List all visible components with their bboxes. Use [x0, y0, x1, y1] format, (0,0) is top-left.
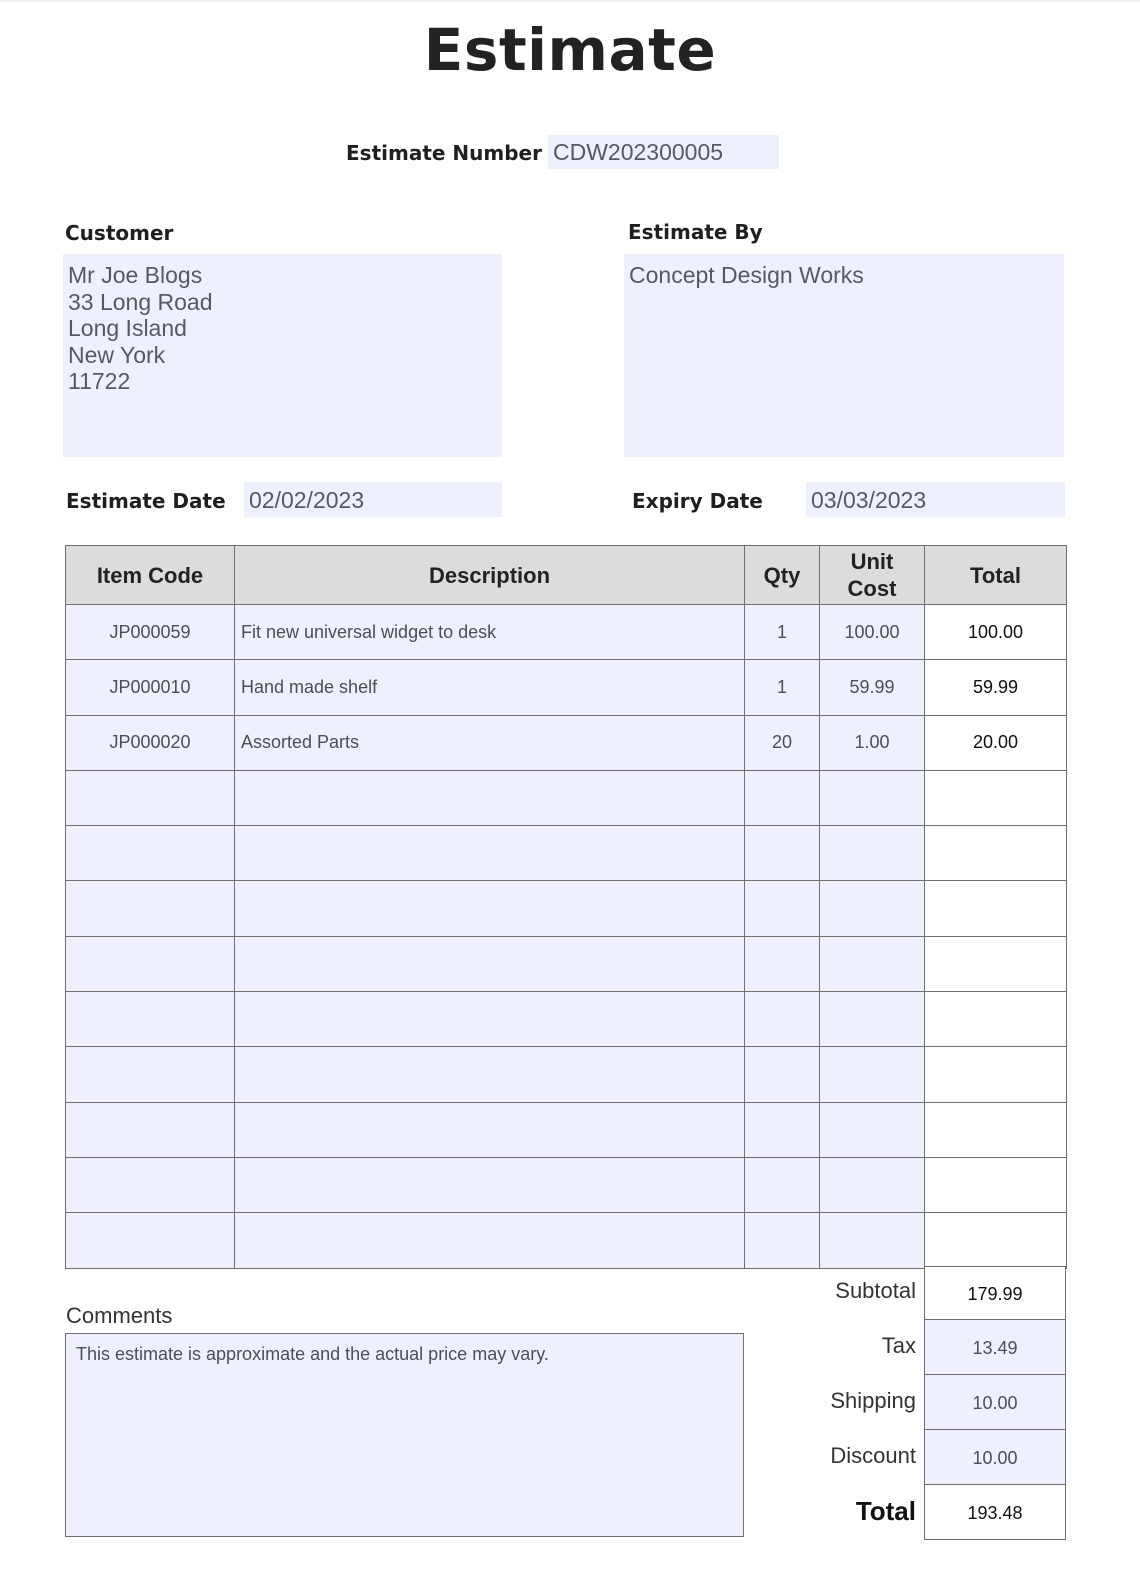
- page-top-rule: [0, 0, 1140, 2]
- item-description-cell[interactable]: [235, 770, 745, 825]
- table-row: [66, 936, 1067, 991]
- discount-field[interactable]: 10.00: [924, 1429, 1066, 1485]
- table-row: [66, 881, 1067, 936]
- item-total-cell: [925, 992, 1067, 1047]
- item-qty-cell[interactable]: [745, 1047, 820, 1102]
- item-total-cell: [925, 1213, 1067, 1268]
- item-unit-cost-cell[interactable]: [820, 936, 925, 991]
- item-code-cell[interactable]: [66, 1102, 235, 1157]
- table-row: [66, 715, 1067, 770]
- estimate-by-field[interactable]: Concept Design Works: [624, 254, 1064, 457]
- table-row: [66, 660, 1067, 715]
- table-row: [66, 1157, 1067, 1212]
- item-description-cell[interactable]: [235, 826, 745, 881]
- item-unit-cost-cell[interactable]: [820, 1047, 925, 1102]
- table-row: [66, 826, 1067, 881]
- document-title: Estimate: [423, 16, 717, 84]
- item-code-cell[interactable]: [66, 936, 235, 991]
- item-description-cell[interactable]: [235, 1213, 745, 1268]
- item-description-cell[interactable]: [235, 1157, 745, 1212]
- tax-label: Tax: [881, 1333, 916, 1358]
- item-qty-cell[interactable]: [745, 1102, 820, 1157]
- item-unit-cost-cell[interactable]: 1.00: [820, 715, 925, 770]
- header-total: Total: [925, 546, 1067, 605]
- item-code-cell[interactable]: JP000020: [66, 715, 235, 770]
- item-total-cell: [925, 1047, 1067, 1102]
- item-code-cell[interactable]: [66, 1213, 235, 1268]
- estimate-date-field[interactable]: 02/02/2023: [244, 482, 502, 517]
- expiry-date-label: Expiry Date: [632, 489, 763, 513]
- item-code-cell[interactable]: [66, 826, 235, 881]
- item-code-cell[interactable]: [66, 992, 235, 1047]
- estimate-date-label: Estimate Date: [66, 489, 226, 513]
- item-qty-cell[interactable]: 20: [745, 715, 820, 770]
- item-description-cell[interactable]: Fit new universal widget to desk: [235, 605, 745, 660]
- header-item-code: Item Code: [66, 546, 235, 605]
- shipping-label: Shipping: [830, 1388, 916, 1413]
- item-code-cell[interactable]: JP000059: [66, 605, 235, 660]
- item-unit-cost-cell[interactable]: [820, 881, 925, 936]
- table-row: [66, 1102, 1067, 1157]
- item-unit-cost-cell[interactable]: [820, 770, 925, 825]
- shipping-field[interactable]: 10.00: [924, 1374, 1066, 1430]
- item-qty-cell[interactable]: [745, 881, 820, 936]
- item-total-cell: 100.00: [925, 605, 1067, 660]
- grand-total-label: Total: [855, 1496, 916, 1526]
- item-qty-cell[interactable]: [745, 1157, 820, 1212]
- item-code-cell[interactable]: [66, 881, 235, 936]
- header-qty: Qty: [745, 546, 820, 605]
- item-total-cell: [925, 936, 1067, 991]
- tax-field[interactable]: 13.49: [924, 1319, 1066, 1375]
- item-qty-cell[interactable]: 1: [745, 605, 820, 660]
- item-total-cell: [925, 881, 1067, 936]
- item-unit-cost-cell[interactable]: [820, 1213, 925, 1268]
- estimate-number-field[interactable]: CDW202300005: [548, 135, 779, 169]
- subtotal-value: 179.99: [924, 1266, 1066, 1320]
- items-table: [65, 545, 1067, 1269]
- table-row: [66, 1213, 1067, 1268]
- comments-field[interactable]: This estimate is approximate and the actual price may vary.: [65, 1333, 744, 1537]
- item-code-cell[interactable]: [66, 1157, 235, 1212]
- item-total-cell: [925, 1102, 1067, 1157]
- item-description-cell[interactable]: [235, 936, 745, 991]
- estimate-number-label: Estimate Number: [346, 141, 542, 165]
- item-unit-cost-cell[interactable]: [820, 992, 925, 1047]
- item-code-cell[interactable]: JP000010: [66, 660, 235, 715]
- header-description: Description: [235, 546, 745, 605]
- table-row: [66, 605, 1067, 660]
- header-unit-cost: [820, 546, 925, 605]
- item-description-cell[interactable]: Assorted Parts: [235, 715, 745, 770]
- item-description-cell[interactable]: [235, 1047, 745, 1102]
- item-qty-cell[interactable]: [745, 826, 820, 881]
- item-total-cell: 20.00: [925, 715, 1067, 770]
- table-row: [66, 992, 1067, 1047]
- item-description-cell[interactable]: [235, 881, 745, 936]
- item-total-cell: [925, 826, 1067, 881]
- item-total-cell: [925, 1157, 1067, 1212]
- subtotal-label: Subtotal: [835, 1278, 916, 1303]
- item-unit-cost-cell[interactable]: 100.00: [820, 605, 925, 660]
- header-unit-cost-line1: Unit: [850, 549, 894, 574]
- estimate-by-label: Estimate By: [628, 220, 763, 244]
- item-code-cell[interactable]: [66, 770, 235, 825]
- item-total-cell: [925, 770, 1067, 825]
- item-code-cell[interactable]: [66, 1047, 235, 1102]
- comments-label: Comments: [66, 1303, 173, 1328]
- item-description-cell[interactable]: [235, 1102, 745, 1157]
- table-row: [66, 1047, 1067, 1102]
- item-description-cell[interactable]: Hand made shelf: [235, 660, 745, 715]
- customer-address-field[interactable]: Mr Joe Blogs 33 Long Road Long Island New York 11722: [63, 254, 502, 457]
- item-qty-cell[interactable]: [745, 936, 820, 991]
- item-unit-cost-cell[interactable]: 59.99: [820, 660, 925, 715]
- customer-label: Customer: [65, 221, 174, 245]
- item-description-cell[interactable]: [235, 992, 745, 1047]
- item-qty-cell[interactable]: [745, 1213, 820, 1268]
- discount-label: Discount: [830, 1443, 916, 1468]
- header-unit-cost-line2: Cost: [847, 576, 897, 601]
- table-row: [66, 770, 1067, 825]
- item-qty-cell[interactable]: [745, 770, 820, 825]
- item-unit-cost-cell[interactable]: [820, 1157, 925, 1212]
- item-unit-cost-cell[interactable]: [820, 1102, 925, 1157]
- table-header-row: [66, 546, 1067, 605]
- item-qty-cell[interactable]: 1: [745, 660, 820, 715]
- item-total-cell: 59.99: [925, 660, 1067, 715]
- expiry-date-field[interactable]: 03/03/2023: [806, 482, 1065, 517]
- grand-total-value: 193.48: [924, 1484, 1066, 1540]
- item-qty-cell[interactable]: [745, 992, 820, 1047]
- item-unit-cost-cell[interactable]: [820, 826, 925, 881]
